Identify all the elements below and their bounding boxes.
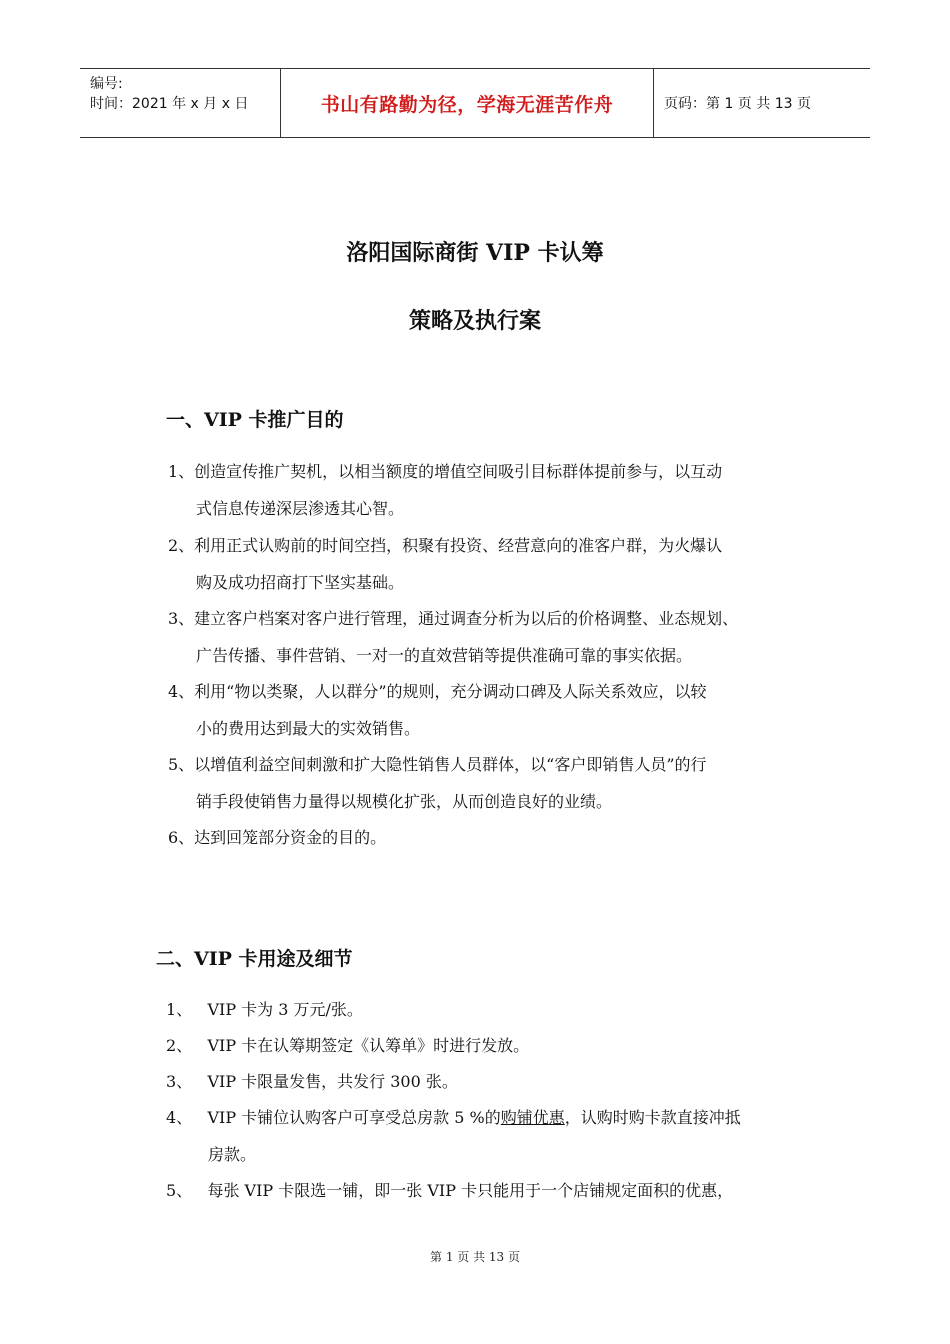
section2-item-continuation: 房款。 <box>208 1145 257 1164</box>
section1-line: 4、利用“物以类聚，人以群分”的规则，充分调动口碑及人际关系效应，以较 <box>168 682 707 701</box>
section1-line: 广告传播、事件营销、一对一的直效营销等提供准确可靠的事实依据。 <box>196 646 693 665</box>
section1-line: 1、创造宣传推广契机，以相当额度的增值空间吸引目标群体提前参与，以互动 <box>168 462 723 481</box>
item4-text: 4、 VIP 卡铺位认购客户可享受总房款 5 %的 <box>166 1108 501 1127</box>
section2-item: 2、 VIP 卡在认筹期签定《认筹单》时进行发放。 <box>166 1036 530 1055</box>
section1-heading: 一、VIP 卡推广目的 <box>166 409 344 431</box>
time-label: 时间：2021 年 x 月 x 日 <box>90 96 249 112</box>
section1-line: 6、达到回笼部分资金的目的。 <box>168 828 387 847</box>
item4-text-end: ，认购时购卡款直接冲抵 <box>564 1108 741 1127</box>
motto-text: 书山有路勤为径，学海无涯苦作舟 <box>320 93 614 116</box>
section1-line: 购及成功招商打下坚实基础。 <box>196 573 405 592</box>
item4-underlined-text: 购铺优惠 <box>500 1108 565 1127</box>
section1-line: 小的费用达到最大的实效销售。 <box>196 719 421 738</box>
section1-line: 3、建立客户档案对客户进行管理，通过调查分析为以后的价格调整、业态规划、 <box>168 609 739 628</box>
section1-line: 5、以增值利益空间刺激和扩大隐性销售人员群体，以“客户即销售人员”的行 <box>168 755 707 774</box>
section1-line: 销手段使销售力量得以规模化扩张，从而创造良好的业绩。 <box>196 792 613 811</box>
page-footer: 第 1 页 共 13 页 <box>430 1250 520 1264</box>
section2-item: 3、 VIP 卡限量发售，共发行 300 张。 <box>166 1072 458 1091</box>
section2-heading: 二、VIP 卡用途及细节 <box>156 948 353 970</box>
header-motto-cell <box>281 69 654 137</box>
header-page-cell <box>654 69 870 137</box>
document-title: 洛阳国际商街 VIP 卡认筹 <box>346 240 604 266</box>
section2-item: 1、 VIP 卡为 3 万元/张。 <box>166 1000 363 1019</box>
document-subtitle: 策略及执行案 <box>408 308 541 334</box>
section1-line: 2、利用正式认购前的时间空挡，积聚有投资、经营意向的准客户群，为火爆认 <box>168 536 723 555</box>
page-info: 页码：第 1 页 共 13 页 <box>664 96 811 112</box>
section2-item: 5、 每张 VIP 卡限选一铺，即一张 VIP 卡只能用于一个店铺规定面积的优惠， <box>166 1181 734 1200</box>
section2-item <box>166 1108 741 1128</box>
number-label: 编号: <box>90 76 123 92</box>
header-meta-cell <box>80 69 281 137</box>
section1-line: 式信息传递深层渗透其心智。 <box>196 499 405 518</box>
header-table <box>80 68 870 138</box>
